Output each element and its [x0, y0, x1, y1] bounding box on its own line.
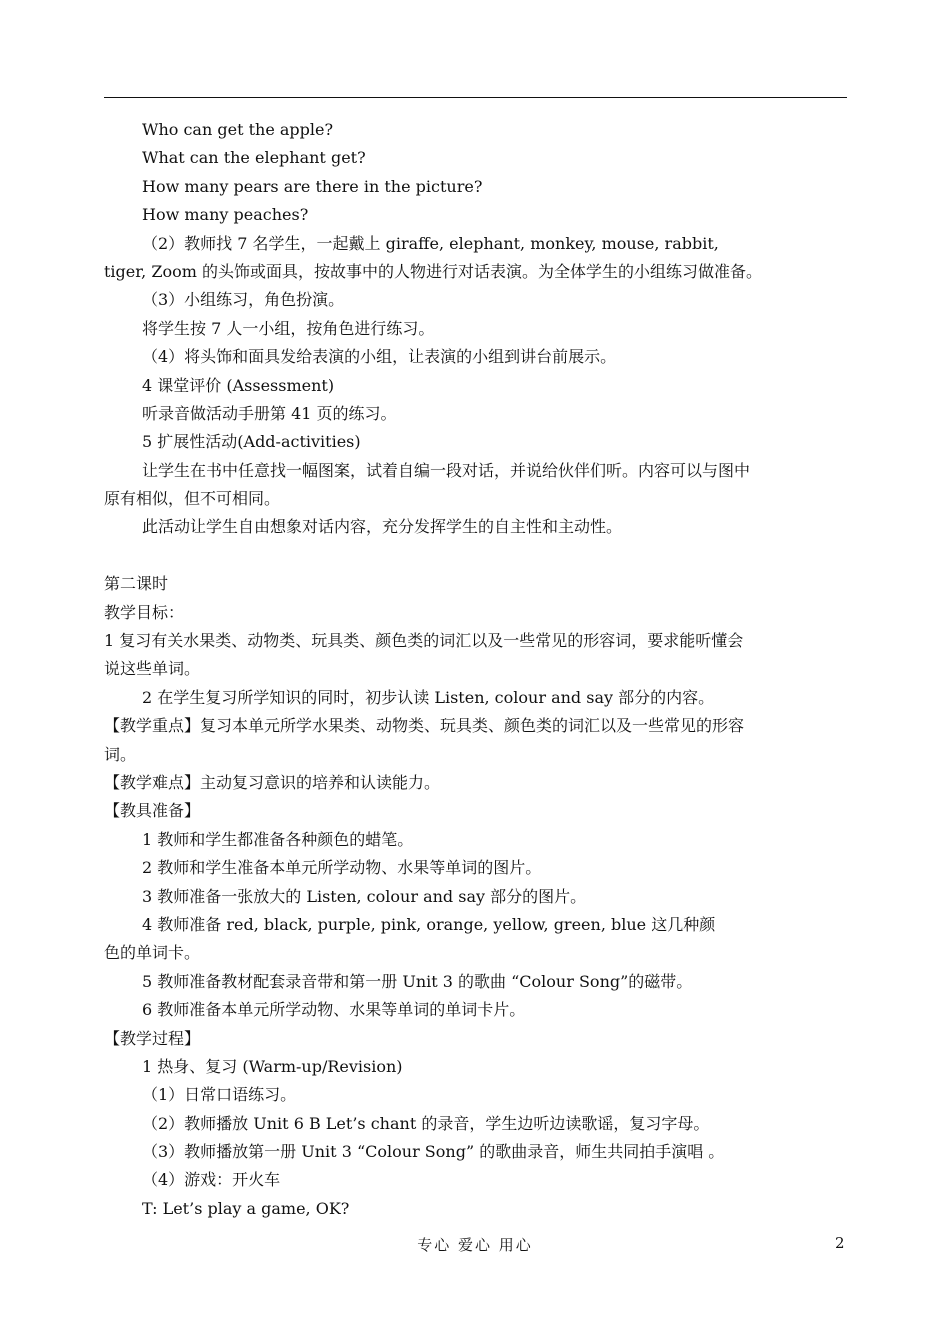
text-line: 【教具准备】 [104, 801, 201, 821]
text-line: 4 课堂评价 (Assessment) [142, 375, 335, 395]
text-line: （2）教师找 7 名学生，一起戴上 giraffe, elephant, monkey, mouse, rabbit, [142, 233, 719, 253]
header-rule [104, 97, 847, 98]
text-line: （3）教师播放第一册 Unit 3 “Colour Song” 的歌曲录音，师生共同拍手演唱 。 [142, 1142, 725, 1162]
text-line: What can the elephant get? [142, 148, 366, 168]
text-line: 2 在学生复习所学知识的同时，初步认读 Listen, colour and say 部分的内容。 [142, 687, 715, 707]
text-line: （4）将头饰和面具发给表演的小组，让表演的小组到讲台前展示。 [142, 347, 617, 367]
text-line: （3）小组练习，角色扮演。 [142, 290, 345, 310]
text-line: 原有相似，但不可相同。 [104, 489, 281, 509]
text-line: 【教学过程】 [104, 1028, 201, 1048]
text-line: 教学目标： [104, 602, 185, 622]
text-line: 3 教师准备一张放大的 Listen, colour and say 部分的图片。 [142, 886, 587, 906]
text-line: 【教学难点】主动复习意识的培养和认读能力。 [104, 772, 441, 792]
text-line: 色的单词卡。 [104, 943, 201, 963]
text-line: 【教学重点】复习本单元所学水果类、动物类、玩具类、颜色类的词汇以及一些常见的形容 [104, 716, 745, 736]
text-line: 4 教师准备 red, black, purple, pink, orange, yellow, green, blue 这几种颜 [142, 914, 716, 934]
blank-line [104, 542, 847, 570]
document-body [104, 116, 847, 1223]
text-line: 1 热身、复习 (Warm-up/Revision) [142, 1056, 403, 1076]
text-line: 将学生按 7 人一小组，按角色进行练习。 [142, 318, 435, 338]
text-line: 听录音做活动手册第 41 页的练习。 [142, 403, 397, 423]
text-line: 5 教师准备教材配套录音带和第一册 Unit 3 的歌曲 “Colour Song”的磁带。 [142, 971, 693, 991]
text-line: 2 教师和学生准备本单元所学动物、水果等单词的图片。 [142, 858, 542, 878]
text-line: tiger, Zoom 的头饰或面具，按故事中的人物进行对话表演。为全体学生的小组练习做准备。 [104, 261, 762, 281]
text-line: 让学生在书中任意找一幅图案，试着自编一段对话，并说给伙伴们听。内容可以与图中 [142, 460, 751, 480]
text-line: （1）日常口语练习。 [142, 1085, 297, 1105]
text-line: How many pears are there in the picture? [142, 176, 483, 196]
text-line: How many peaches? [142, 205, 309, 225]
text-line: 1 教师和学生都准备各种颜色的蜡笔。 [142, 829, 414, 849]
text-line: T: Let’s play a game, OK? [142, 1198, 350, 1218]
text-line: Who can get the apple? [142, 120, 334, 139]
text-line: （4）游戏：开火车 [142, 1170, 281, 1190]
text-line: 词。 [104, 744, 137, 764]
text-line: 第二课时 [104, 574, 169, 594]
text-line: （2）教师播放 Unit 6 B Let’s chant 的录音，学生边听边读歌谣，复习字母。 [142, 1113, 710, 1133]
page-number: 2 [835, 1234, 845, 1252]
text-line: 说这些单词。 [104, 659, 201, 679]
text-line: 5 扩展性活动(Add-activities) [142, 432, 361, 452]
text-line: 6 教师准备本单元所学动物、水果等单词的单词卡片。 [142, 1000, 526, 1020]
footer-motto: 专心 爱心 用心 [417, 1236, 533, 1254]
text-line: 1 复习有关水果类、动物类、玩具类、颜色类的词汇以及一些常见的形容词，要求能听懂会 [104, 631, 744, 651]
text-line: 此活动让学生自由想象对话内容，充分发挥学生的自主性和主动性。 [142, 517, 623, 537]
